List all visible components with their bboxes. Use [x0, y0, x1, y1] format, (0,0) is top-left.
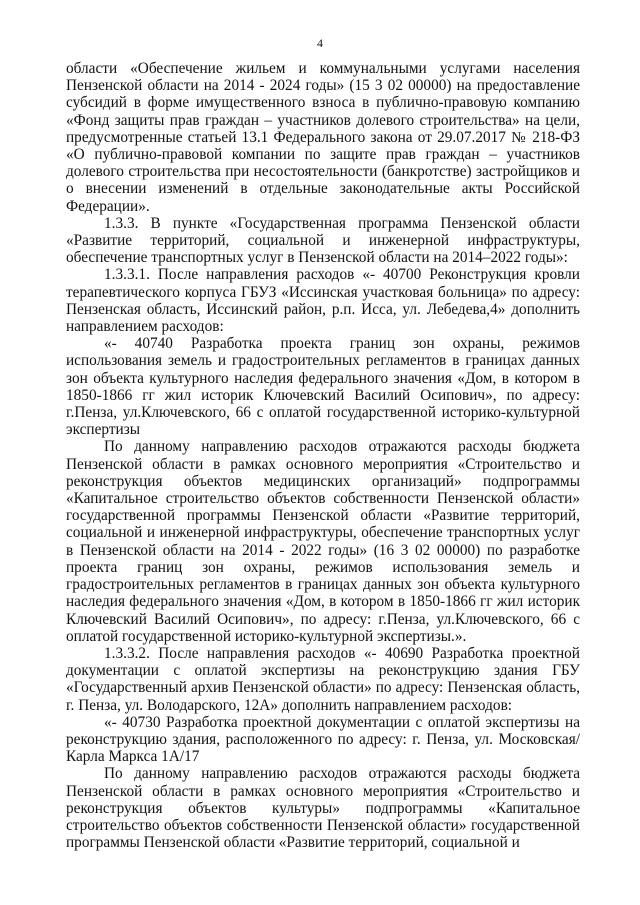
- paragraph-expense-40730: «- 40730 Разработка проектной документации с оплатой экспертизы на реконструкцию здания, расположенного по адресу: г. Пенза, ул. Московская/Карла Маркса 1А/17: [66, 713, 580, 766]
- paragraph-item-1-3-3-2: 1.3.3.2. После направления расходов «- 40690 Разработка проектной документации с оплатой экспертизы на реконструкцию здания ГБУ «Государственный архив Пензенской области» по адресу: Пензенская область, г. Пенза, ул. Володарского, 12А» дополнить направлением расходов:: [66, 644, 580, 714]
- paragraph-item-1-3-3-1: 1.3.3.1. После направления расходов «- 40700 Реконструкция кровли терапевтического корпуса ГБУЗ «Иссинская участковая больница» по адресу: Пензенская область, Иссинский район, р.п. Исса, ул. Лебедева,4» дополнить направлением расходов:: [66, 266, 580, 336]
- page-number: 4: [317, 36, 323, 50]
- paragraph-expense-40730-description: По данному направлению расходов отражаются расходы бюджета Пензенской области в рамках основного мероприятия «Строительство и реконструкция объектов культуры» подпрограммы «Капитальное строительство объектов собственности Пензенской области» государственной программы Пензенской области «Развитие территорий, социальной и: [66, 765, 580, 852]
- paragraph-item-1-3-3: 1.3.3. В пункте «Государственная программа Пензенской области «Развитие территорий, социальной и инженерной инфраструктуры, обеспечение транспортных услуг в Пензенской области на 2014–2022 годы»:: [66, 214, 580, 267]
- paragraph-subsidy-continuation: области «Обеспечение жильем и коммунальными услугами населения Пензенской области на 2014 - 2024 годы» (15 3 02 00000) на предоставление субсидий в форме имущественного взноса в публично-правовую компанию «Фонд защиты прав граждан – участников долевого строительства» на цели, предусмотренные статьей 13.1 Федерального закона от 29.07.2017 № 218-ФЗ «О публично-правовой компании по защите прав граждан – участников долевого строительства при несостоятельности (банкротстве) застройщиков и о внесении изменений в отдельные законодательные акты Российской Федерации».: [66, 60, 580, 215]
- document-body: [66, 60, 580, 851]
- paragraph-expense-40740: «- 40740 Разработка проекта границ зон охраны, режимов использования земель и градостроительных регламентов в границах данных зон объекта культурного наследия федерального значения «Дом, в котором в 1850-1866 гг жил историк Ключевский Василий Осипович», по адресу: г.Пенза, ул.Ключевского, 66 с оплатой государственной историко-культурной экспертизы: [66, 335, 580, 439]
- paragraph-expense-40740-description: По данному направлению расходов отражаются расходы бюджета Пензенской области в рамках основного мероприятия «Строительство и реконструкция объектов медицинских организаций» подпрограммы «Капитальное строительство объектов собственности Пензенской области» государственной программы Пензенской области «Развитие территорий, социальной и инженерной инфраструктуры, обеспечение транспортных услуг в Пензенской области на 2014 - 2022 годы» (16 3 02 00000) по разработке проекта границ зон охраны, режимов использования земель и градостроительных регламентов в границах данных зон объекта культурного наследия федерального значения «Дом, в котором в 1850-1866 гг жил историк Ключевский Василий Осипович», по адресу: г.Пенза, ул.Ключевского, 66 с оплатой государственной историко-культурной экспертизы.».: [66, 438, 580, 645]
